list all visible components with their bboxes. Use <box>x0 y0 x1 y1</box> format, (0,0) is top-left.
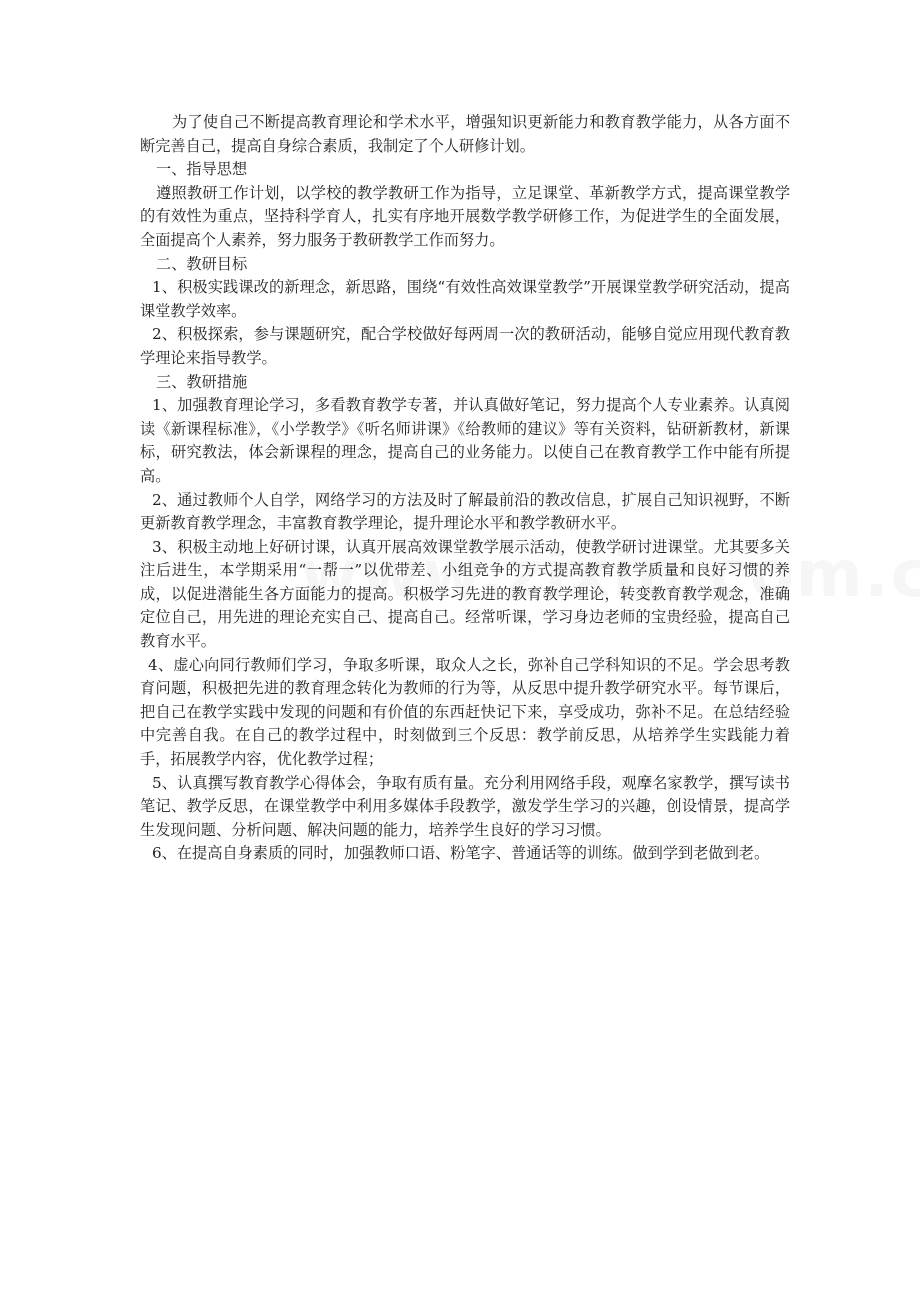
section-1-heading: 一、指导思想 <box>156 160 248 179</box>
section-3-item-3: 3、积极主动地上好研讨课，认真开展高效课堂教学展示活动，使教学研讨进课堂。尤其要多关注后进生，本学期采用“一帮一”以优带差、小组竞争的方式提高教育教学质量和良好习惯的养成，以促进潜能生各方面能力的提高。积极学习先进的教育教学理论，转变教育教学观念，准确定位自己，用先进的理论充实自己、提高自己。经常听课，学习身边老师的宝贵经验，提高自己教育水平。 <box>140 537 790 651</box>
section-2-item-2: 2、积极探索，参与课题研究，配合学校做好每两周一次的教研活动，能够自觉应用现代教育教学理论来指导教学。 <box>140 325 790 367</box>
section-3-item-6: 6、在提高自身素质的同时，加强教师口语、粉笔字、普通话等的训练。做到学到老做到老。 <box>152 844 770 863</box>
section-3-item-4: 4、虚心向同行教师们学习，争取多听课，取众人之长，弥补自己学科知识的不足。学会思考教育问题，积极把先进的教育理念转化为教师的行为等，从反思中提升教学研究水平。每节课后，把自己在教学实践中发现的问题和有价值的东西赶快记下来，享受成功，弥补不足。在总结经验中完善自我。在自己的教学过程中，时刻做到三个反思：教学前反思，从培养学生实践能力着手，拓展教学内容，优化教学过程； <box>140 655 790 769</box>
document-page <box>140 111 790 866</box>
section-2-heading: 二、教研目标 <box>156 254 248 273</box>
section-3-item-1: 1、加强教育理论学习，多看教育教学专著，并认真做好笔记，努力提高个人专业素养。认真阅读《新课程标准》，《小学教学》《听名师讲课》《给教师的建议》等有关资料，钻研新教材，新课标，研究教法，体会新课程的理念，提高自己的业务能力。以使自己在教育教学工作中能有所提高。 <box>140 396 790 485</box>
section-3-item-2: 2、通过教师个人自学，网络学习的方法及时了解最前沿的教改信息，扩展自己知识视野，不断更新教育教学理念，丰富教育教学理论，提升理论水平和教学教研水平。 <box>140 490 790 533</box>
section-1-body: 遵照教研工作计划，以学校的教学教研工作为指导，立足课堂、革新教学方式，提高课堂教学的有效性为重点，坚持科学育人，扎实有序地开展数学教学研修工作，为促进学生的全面发展，全面提高个人素养，努力服务于教研教学工作而努力。 <box>140 183 790 249</box>
intro-paragraph: 为了使自己不断提高教育理论和学术水平，增强知识更新能力和教育教学能力，从各方面不断完善自己，提高自身综合素质，我制定了个人研修计划。 <box>140 113 790 155</box>
section-2-item-1: 1、积极实践课改的新理念，新思路，围绕“有效性高效课堂教学”开展课堂教学研究活动，提高课堂教学效率。 <box>140 278 790 320</box>
section-3-item-5: 5、认真撰写教育教学心得体会，争取有质有量。充分利用网络手段，观摩名家教学，撰写读书笔记、教学反思，在课堂教学中利用多媒体手段教学，激发学生学习的兴趣，创设情景，提高学生发现问题、分析问题、解决问题的能力，培养学生良好的学习习惯。 <box>140 773 790 839</box>
section-3-heading: 三、教研措施 <box>156 372 248 391</box>
